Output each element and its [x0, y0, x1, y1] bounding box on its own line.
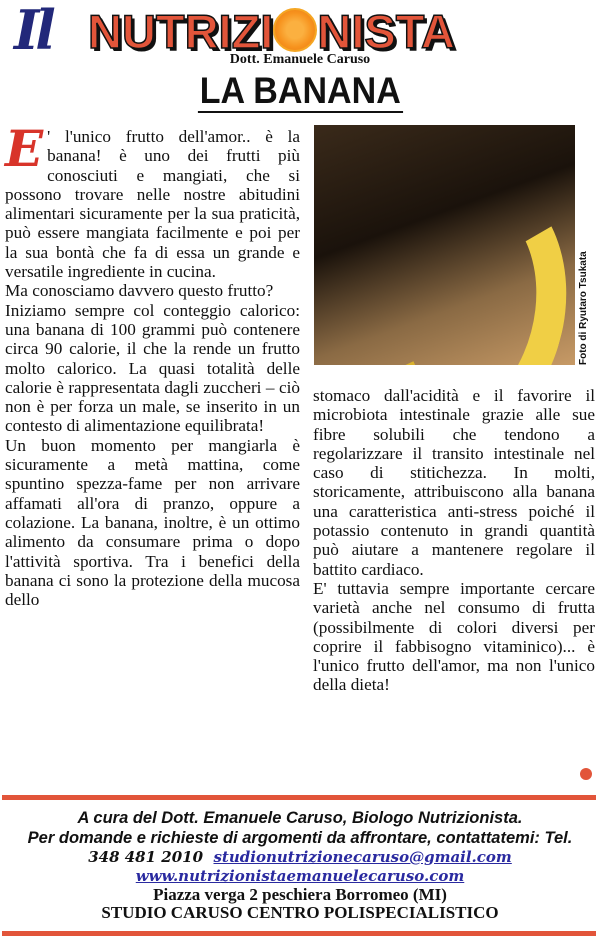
masthead-prefix: Il — [14, 0, 52, 62]
footer-credit: A cura del Dott. Emanuele Caruso, Biologo Nutrizionista. — [77, 809, 523, 827]
paragraph: stomaco dall'acidità e il favorire il microbiota intestinale grazie alle sue fibre solubili che tendono a regolarizzare il transito intestinale nel caso di stitichezza. In molti, storicamente, attribuiscono alla banana una caratteristica anti-stress poiché il potassio contenuto in grandi quantità può aiutare a mantenere regolare il battito cardiaco. — [313, 386, 595, 579]
author-byline: Dott. Emanuele Caruso — [229, 52, 371, 67]
right-column — [313, 386, 595, 695]
banana-photo — [314, 125, 575, 365]
paragraph: Iniziamo sempre col conteggio calorico: una banana di 100 grammi può contenere circa 90 calorie, il che la rende un frutto molto calorico. La quasi totalità delle calorie è rappresentata dagli zuccheri – ciò non è per forza un male, se inserito in un contesto di alimentazione equilibrata! — [5, 300, 300, 436]
paragraph: Ma conosciamo davvero questo frutto? — [5, 281, 274, 301]
studio-name: STUDIO CARUSO CENTRO POLISPECIALISTICO — [101, 903, 499, 922]
logo-text-2: NISTA — [317, 5, 455, 58]
article-title-wrap — [0, 71, 600, 113]
footer — [0, 808, 600, 922]
divider — [2, 795, 596, 800]
phone-number: 348 481 2010 — [88, 848, 204, 866]
website-link[interactable]: www.nutrizionistaemanuelecaruso.com — [135, 867, 465, 885]
paragraph: Un buon momento per mangiarla è sicuramente a metà mattina, come spuntino spezza-fame per non arrivare affamati all'ora di pranzo, oppure a colazione. La banana, inoltre, è un ottimo alimento da consumare prima o dopo l'attività sportiva. Tra i benefici della banana ci sono la protezione della mucosa dello — [5, 435, 300, 610]
logo-text-1: NUTRIZI — [88, 5, 274, 58]
footer-contact-line: Per domande e richieste di argomenti da affrontare, contattatemi: Tel. — [27, 829, 573, 847]
paragraph: ' l'unico frutto dell'amor.. è la banana! è uno dei frutti più conosciuti e mangiati, che si possono trovare nelle nostre abitudini alimentari sicuramente per la sua praticità, può essere mangiata facilmente e poi per la sua bontà che fa di essa un grande e versatile ingrediente in cucina. — [5, 127, 300, 282]
left-column — [5, 119, 300, 610]
divider — [2, 931, 596, 936]
orange-icon — [273, 8, 317, 52]
drop-cap: E — [5, 119, 44, 178]
article-title: LA BANANA — [199, 70, 401, 111]
photo-credit: Foto di Ryutaro Tsukata — [578, 251, 589, 365]
address: Piazza verga 2 peschiera Borromeo (MI) — [153, 885, 447, 904]
paragraph: E' tuttavia sempre importante cercare varietà anche nel consumo di frutta (possibilmente di colori diversi per coprire il fabbisogno vitaminico)... è l'unico frutto dell'amor, ma non l'unico della dieta! — [313, 578, 595, 695]
email-link[interactable]: studionutrizionecaruso@gmail.com — [213, 848, 512, 866]
end-mark-icon — [580, 768, 592, 780]
masthead-logo — [88, 4, 455, 59]
